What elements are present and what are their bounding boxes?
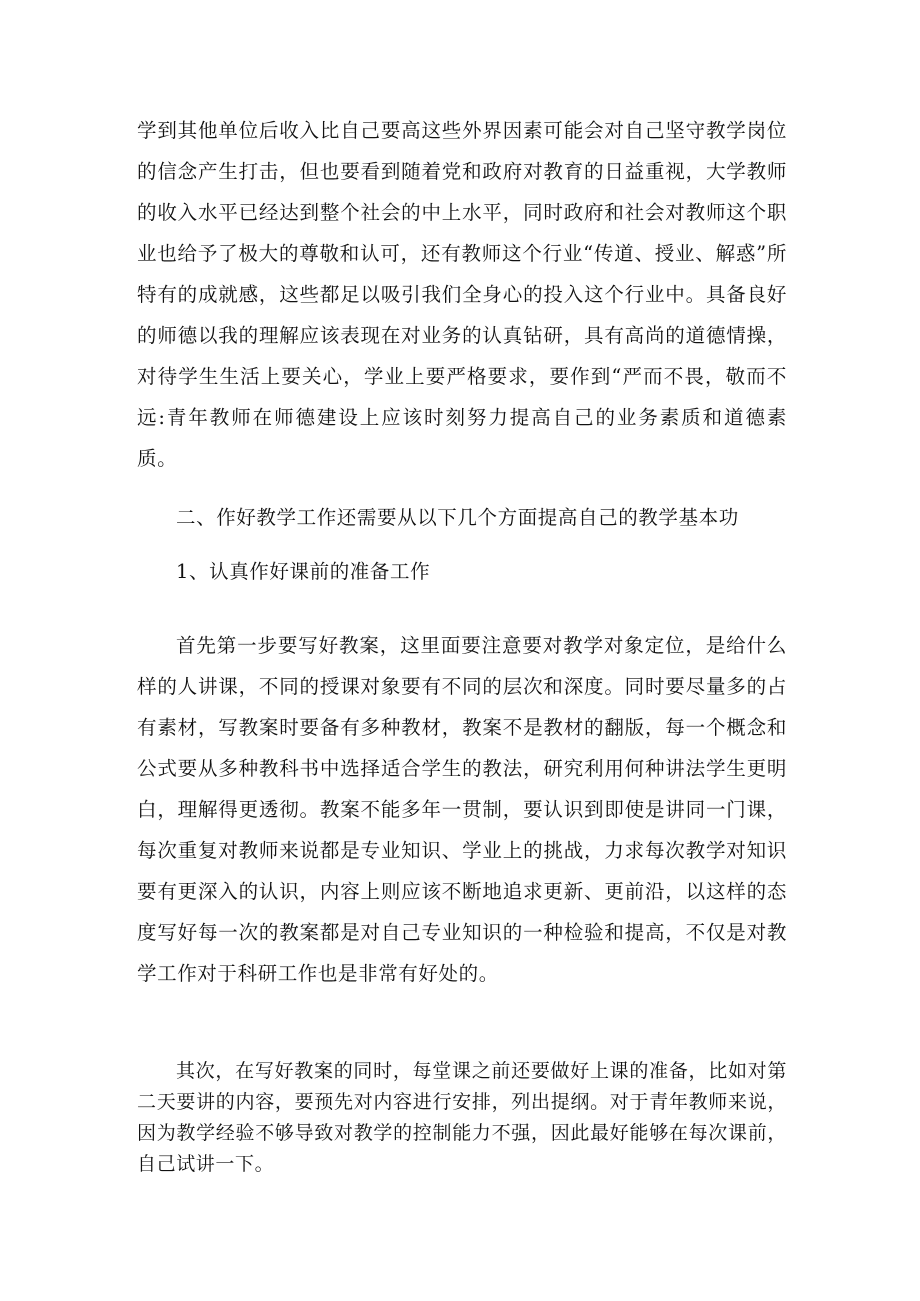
paragraph-teacher-ethics: 学到其他单位后收入比自己要高这些外界因素可能会对自己坚守教学岗位的信念产生打击，但也要看到随着党和政府对教育的日益重视，大学教师的收入水平已经达到整个社会的中上水平，同时政府和社会对教师这个职业也给予了极大的尊敬和认可，还有教师这个行业“传道、授业、解惑”所特有的成就感，这些都足以吸引我们全身心的投入这个行业中。具备良好的师德以我的理解应该表现在对业务的认真钻研，具有高尚的道德情操，对待学生生活上要关心，学业上要严格要求，要作到“严而不畏，敬而不远:青年教师在师德建设上应该时刻努力提高自己的业务素质和道德素质。 bbox=[137, 119, 787, 470]
section-heading-teaching-skills: 二、作好教学工作还需要从以下几个方面提高自己的教学基本功 bbox=[176, 506, 739, 529]
paragraph-writing-lesson-plans: 首先第一步要写好教案，这里面要注意要对教学对象定位，是给什么样的人讲课，不同的授课对象要有不同的层次和深度。同时要尽量多的占有素材，写教案时要备有多种教材，教案不是教材的翻版，每一个概念和公式要从多种教科书中选择适合学生的教法，研究利用何种讲法学生更明白，理解得更透彻。教案不能多年一贯制，要认识到即使是讲同一门课，每次重复对教师来说都是专业知识、学业上的挑战，力求每次教学对知识要有更深入的认识，内容上则应该不断地追求更新、更前沿，以这样的态度写好每一次的教案都是对自己专业知识的一种检验和提高，不仅是对教学工作对于科研工作也是非常有好处的。 bbox=[137, 634, 787, 985]
subsection-heading-lesson-preparation: 1、认真作好课前的准备工作 bbox=[176, 560, 431, 583]
paragraph-class-rehearsal: 其次，在写好教案的同时，每堂课之前还要做好上课的准备，比如对第二天要讲的内容，要预先对内容进行安排，列出提纲。对于青年教师来说，因为教学经验不够导致对教学的控制能力不强，因此最好能够在每次课前，自己试讲一下。 bbox=[137, 1060, 787, 1175]
